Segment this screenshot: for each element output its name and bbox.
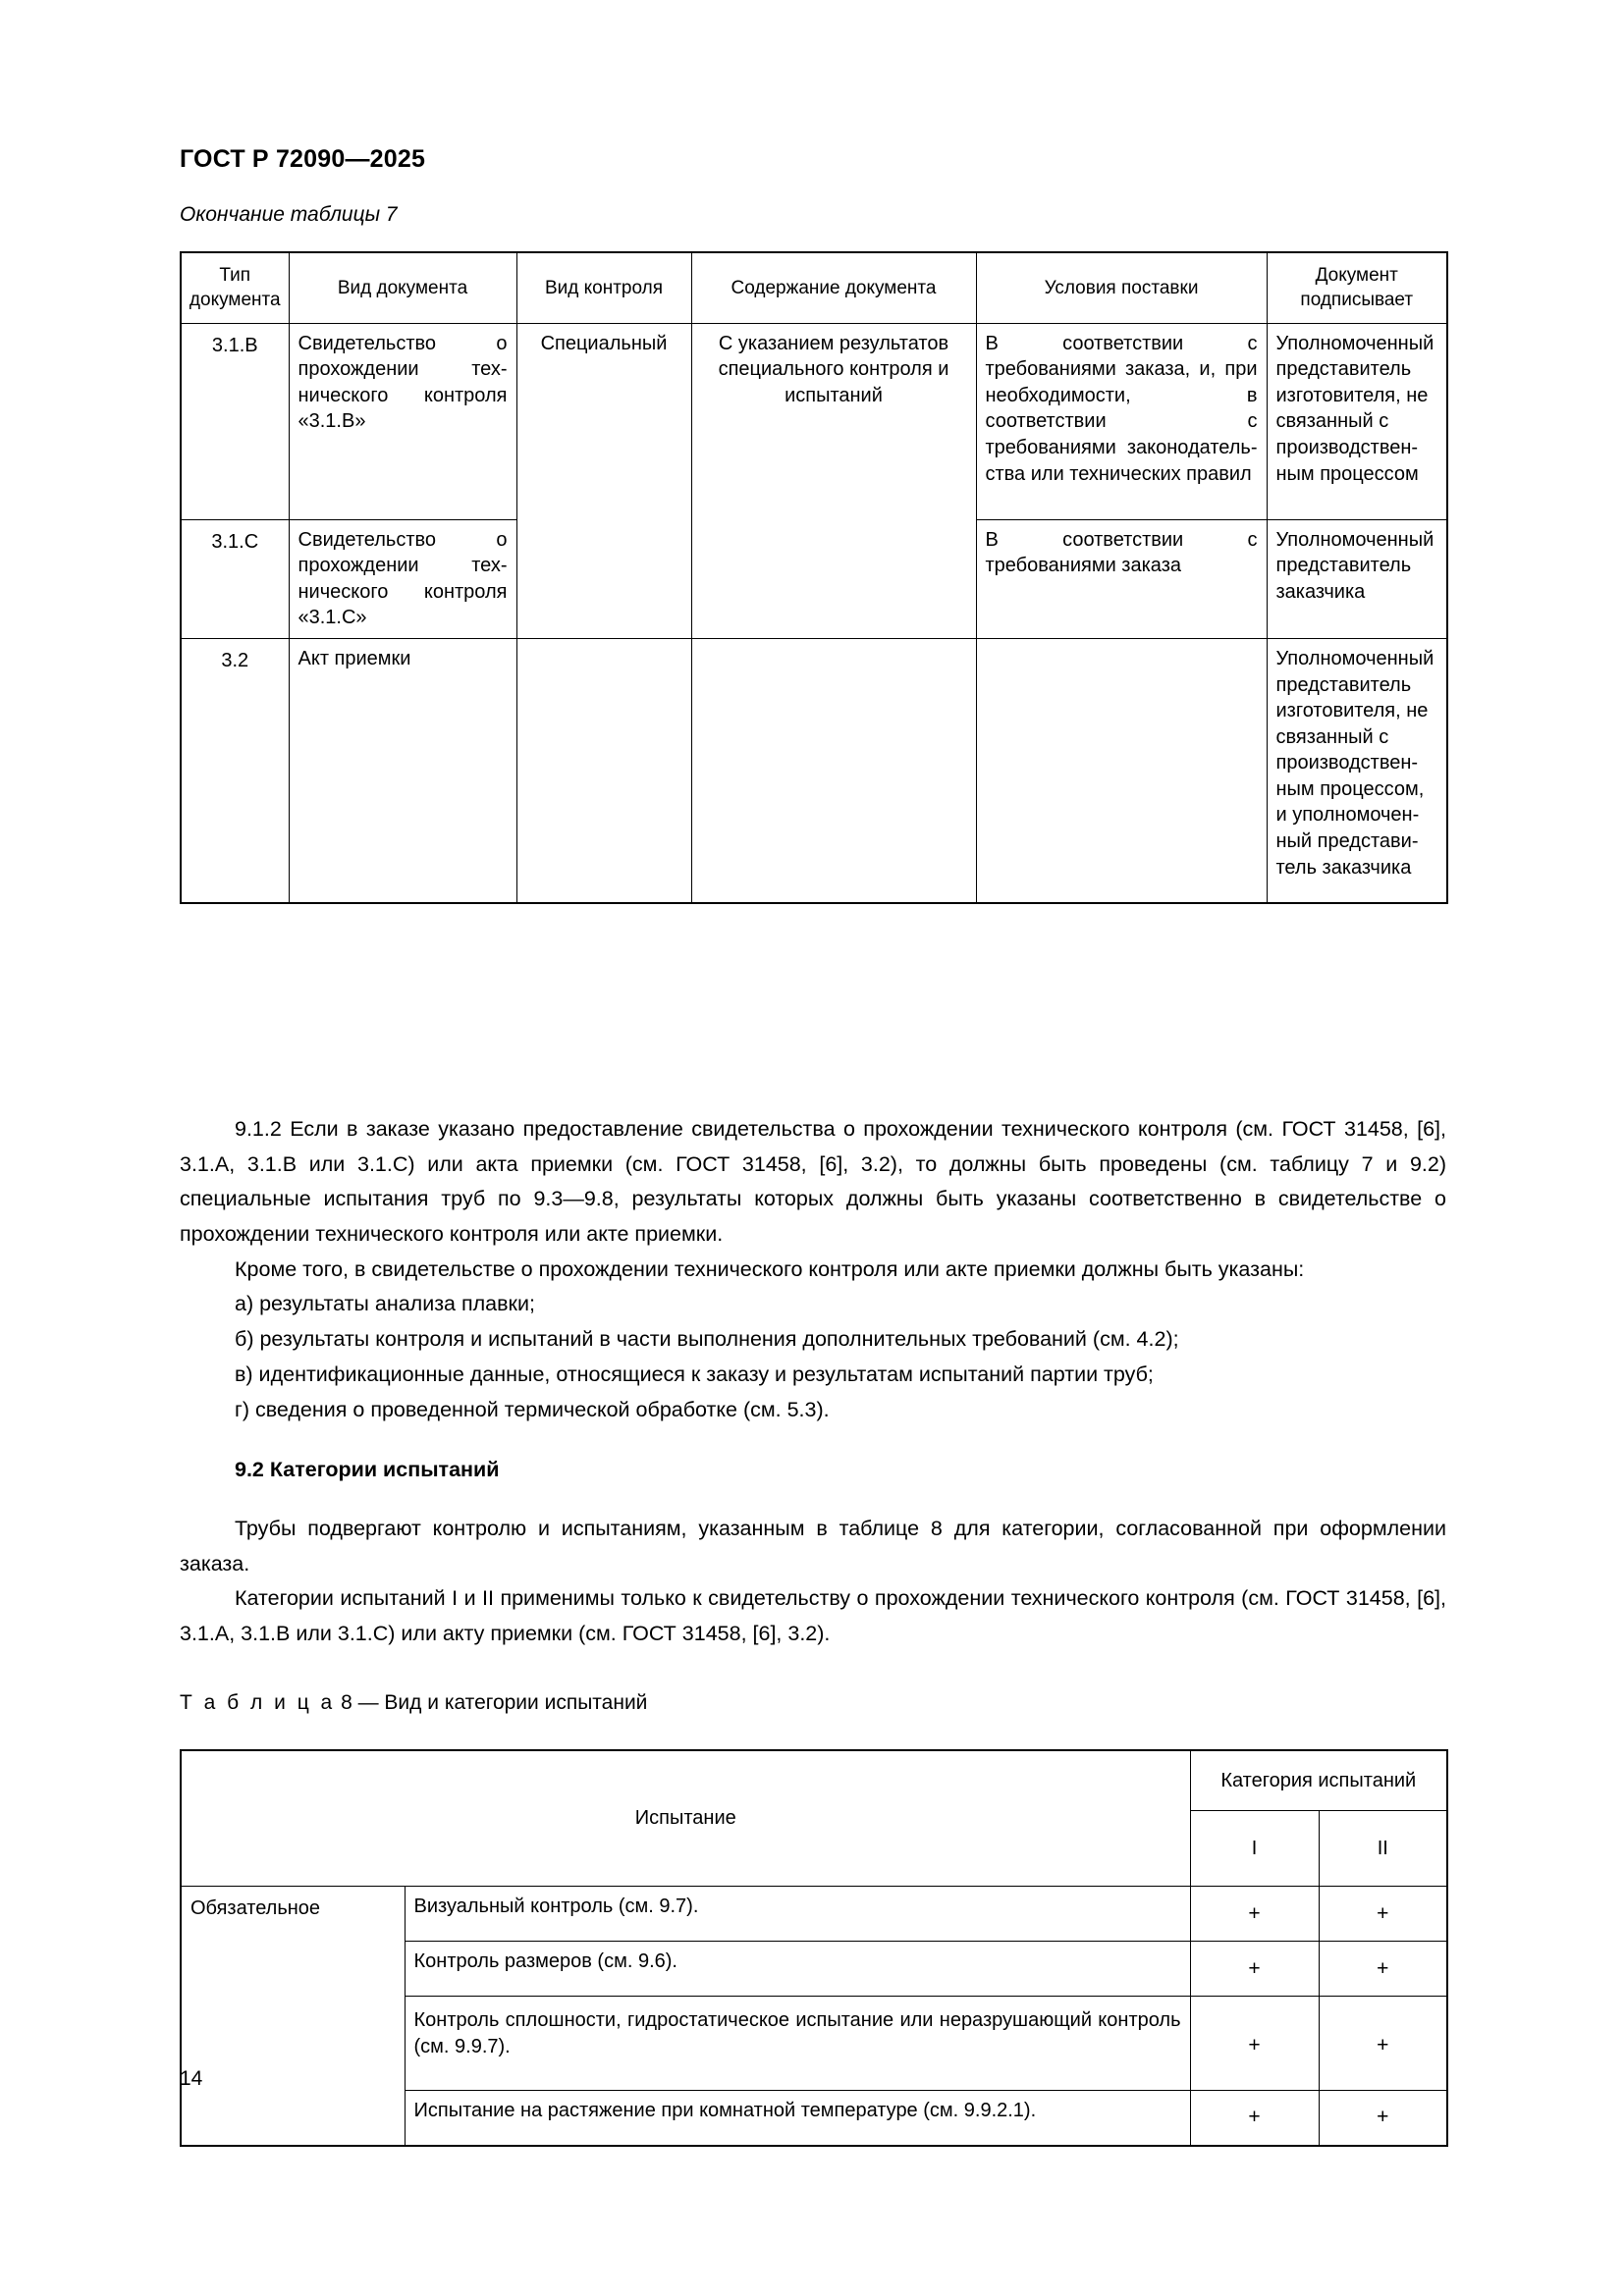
table8-col-category: Категория испытаний xyxy=(1190,1750,1447,1811)
table7-cell-doc-31c: Свидетельство о прохождении технического контроля «3.1.C» xyxy=(289,519,516,638)
table8-cell-cat2-3: + xyxy=(1319,1997,1447,2091)
paragraph-9-2-2: Категории испытаний I и II применимы только к свидетельству о прохождении технического контроля (см. ГОСТ 31458, [6], 3.1.A, 3.1.B или 3.1.C) или акту приемки (см. ГОСТ 31458, [6], 3.2). xyxy=(180,1586,1446,1645)
table7-cell-signs-31b: Уполномоченный представитель изготовителя, не связанный с производственным процессом xyxy=(1267,323,1447,519)
table7-cell-doc-32: Акт приемки xyxy=(289,638,516,903)
table8-cell-cat1-2: + xyxy=(1190,1942,1319,1997)
list-item-a: а) результаты анализа плавки; xyxy=(235,1292,535,1316)
subheading-9-2: 9.2 Категории испытаний xyxy=(235,1458,500,1482)
table8 xyxy=(180,1749,1448,2147)
table7-col-content: Содержание документа xyxy=(691,252,976,323)
table7-cell-supply-31b: В соответствии с требованиями заказа, и, при необходимости, в соответствии с требованиями законодательства или технических правил xyxy=(976,323,1267,519)
table8-cell-cat2-1: + xyxy=(1319,1887,1447,1942)
body-text-block xyxy=(180,1112,1446,1652)
list-item-v: в) идентификационные данные, относящиеся к заказу и результатам испытаний партии труб; xyxy=(235,1362,1154,1386)
table8-group-label: Обязательное xyxy=(181,1887,405,2146)
table8-cell-test-3: Контроль сплошности, гидростатическое испытание или неразрушающий контроль (см. 9.9.7). xyxy=(405,1997,1190,2091)
list-item-b: б) результаты контроля и испытаний в части выполнения дополнительных требований (см. 4.2); xyxy=(235,1327,1179,1352)
table7-header-row xyxy=(181,252,1447,323)
table8-cell-test-4: Испытание на растяжение при комнатной температуре (см. 9.9.2.1). xyxy=(405,2091,1190,2146)
table8-cell-cat1-4: + xyxy=(1190,2091,1319,2146)
table8-cell-test-2: Контроль размеров (см. 9.6). xyxy=(405,1942,1190,1997)
table8-cell-cat2-2: + xyxy=(1319,1942,1447,1997)
table7-cell-supply-31c: В соответствии с требованиями заказа xyxy=(976,519,1267,638)
table7-cell-control-32 xyxy=(516,638,691,903)
table7-cell-supply-32 xyxy=(976,638,1267,903)
paragraph-krome-togo: Кроме того, в свидетельстве о прохождении технического контроля или акте приемки должны быть указаны: xyxy=(235,1256,1305,1281)
table8-caption-label: Т а б л и ц а xyxy=(180,1691,336,1714)
table7-col-supply: Условия поставки xyxy=(976,252,1267,323)
table7-caption-wrapper xyxy=(180,203,398,227)
page-number: 14 xyxy=(180,2067,203,2090)
table8-cell-cat2-4: + xyxy=(1319,2091,1447,2146)
table8-caption-wrapper xyxy=(180,1691,1446,1715)
table7-cell-type-31c: 3.1.C xyxy=(181,519,289,638)
table-row xyxy=(181,1887,1447,1942)
table7-cell-type-32: 3.2 xyxy=(181,638,289,903)
table8-cell-test-1: Визуальный контроль (см. 9.7). xyxy=(405,1887,1190,1942)
table7-col-control-kind: Вид контроля xyxy=(516,252,691,323)
table7-cell-content-32 xyxy=(691,638,976,903)
table7 xyxy=(180,251,1448,904)
table8-cell-cat1-1: + xyxy=(1190,1887,1319,1942)
table8-col-category-1: I xyxy=(1190,1811,1319,1887)
table7-cell-doc-31b: Свидетельство о прохождении технического контроля «3.1.B» xyxy=(289,323,516,519)
table-row xyxy=(181,638,1447,903)
table7-col-signs: Документ подписывает xyxy=(1267,252,1447,323)
table8-caption-text: 8 — Вид и категории испытаний xyxy=(341,1691,648,1714)
table8-col-category-2: II xyxy=(1319,1811,1447,1887)
list-item-g: г) сведения о проведенной термической обработке (см. 5.3). xyxy=(235,1397,830,1421)
table8-cell-cat1-3: + xyxy=(1190,1997,1319,2091)
table7-cell-signs-31c: Уполномоченный представитель заказчика xyxy=(1267,519,1447,638)
table8-col-test: Испытание xyxy=(181,1750,1190,1887)
paragraph-9-1-2: 9.1.2 Если в заказе указано предоставление свидетельства о прохождении технического контроля (см. ГОСТ 31458, [6], 3.1.A, 3.1.B или 3.1.C) или акта приемки (см. ГОСТ 31458, [6], 3.2), то должны быть проведены (см. таблицу 7 и 9.2) специальные испытания труб по 9.3—9.8, результаты которых должны быть указаны соответственно в свидетельстве о прохождении технического контроля или акте приемки. xyxy=(180,1117,1446,1247)
table7-cell-type-31b: 3.1.B xyxy=(181,323,289,519)
table7-cell-signs-32: Уполномоченный представитель изготовителя, не связанный с производственным процессом, и уполномоченный представитель заказчика xyxy=(1267,638,1447,903)
table7-cell-content: С указанием результатов специального контроля и испытаний xyxy=(691,323,976,638)
table-row xyxy=(181,323,1447,519)
table7-caption: Окончание таблицы 7 xyxy=(180,203,398,226)
table7-col-doc-kind: Вид документа xyxy=(289,252,516,323)
table8-wrapper xyxy=(180,1749,1446,2147)
document-header: ГОСТ Р 72090—2025 xyxy=(180,145,426,173)
table8-header-row-1 xyxy=(181,1750,1447,1811)
paragraph-9-2-1: Трубы подвергают контролю и испытаниям, указанным в таблице 8 для категории, согласованной при оформлении заказа. xyxy=(180,1516,1446,1575)
table7-col-type: Тип документа xyxy=(181,252,289,323)
table8-caption xyxy=(180,1691,1446,1715)
table7-cell-control-kind: Специальный xyxy=(516,323,691,638)
table7-wrapper xyxy=(180,251,1448,904)
